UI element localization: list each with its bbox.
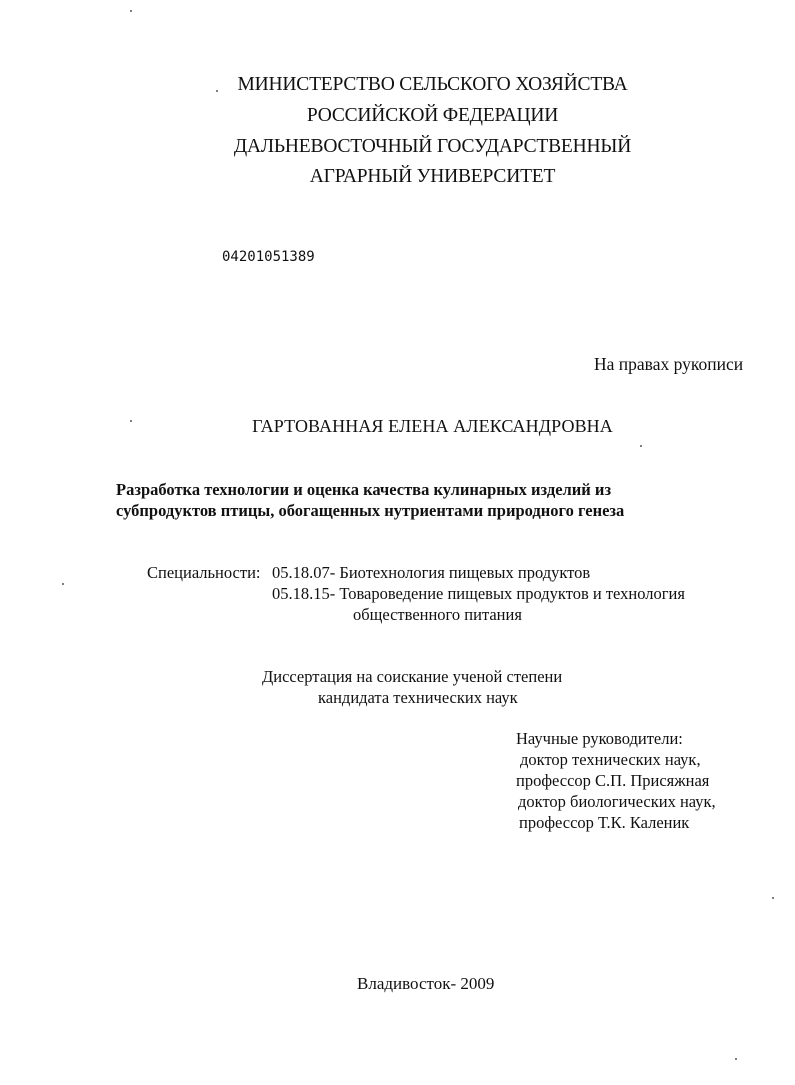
advisors-heading: Научные руководители: <box>516 729 683 748</box>
specialty-line-2: 05.18.15- Товароведение пищевых продуктов и технология <box>272 584 685 603</box>
title-line-1: Разработка технологии и оценка качества кулинарных изделий из <box>116 480 612 499</box>
specialty-line-3: общественного питания <box>353 605 522 624</box>
advisor-line-4: профессор Т.К. Каленик <box>519 813 690 832</box>
registration-code: 04201051389 <box>222 249 315 265</box>
ministry-line-3: ДАЛЬНЕВОСТОЧНЫЙ ГОСУДАРСТВЕННЫЙ <box>233 136 632 157</box>
advisor-line-2: профессор С.П. Присяжная <box>516 771 710 790</box>
manuscript-note: На правах рукописи <box>594 354 744 374</box>
scan-speck <box>640 445 642 447</box>
scan-speck <box>216 90 218 92</box>
scan-speck <box>735 1058 737 1060</box>
ministry-line-1: МИНИСТЕРСТВО СЕЛЬСКОГО ХОЗЯЙСТВА <box>237 74 628 95</box>
scan-speck <box>130 10 132 12</box>
dissertation-line-1: Диссертация на соискание ученой степени <box>262 667 563 686</box>
scan-speck <box>772 897 774 899</box>
author-name: ГАРТОВАННАЯ ЕЛЕНА АЛЕКСАНДРОВНА <box>252 416 613 436</box>
city-year: Владивосток- 2009 <box>357 974 495 993</box>
ministry-line-2: РОССИЙСКОЙ ФЕДЕРАЦИИ <box>306 105 559 126</box>
scan-speck <box>130 420 132 422</box>
advisor-line-3: доктор биологических наук, <box>518 792 716 811</box>
scan-speck <box>62 583 64 585</box>
specialty-line-1: 05.18.07- Биотехнология пищевых продуктов <box>272 563 591 582</box>
title-line-2: субпродуктов птицы, обогащенных нутриентами природного генеза <box>116 501 625 520</box>
dissertation-line-2: кандидата технических наук <box>318 688 518 707</box>
specialties-label: Специальности: <box>147 563 261 582</box>
ministry-line-4: АГРАРНЫЙ УНИВЕРСИТЕТ <box>309 166 556 187</box>
advisor-line-1: доктор технических наук, <box>520 750 701 769</box>
